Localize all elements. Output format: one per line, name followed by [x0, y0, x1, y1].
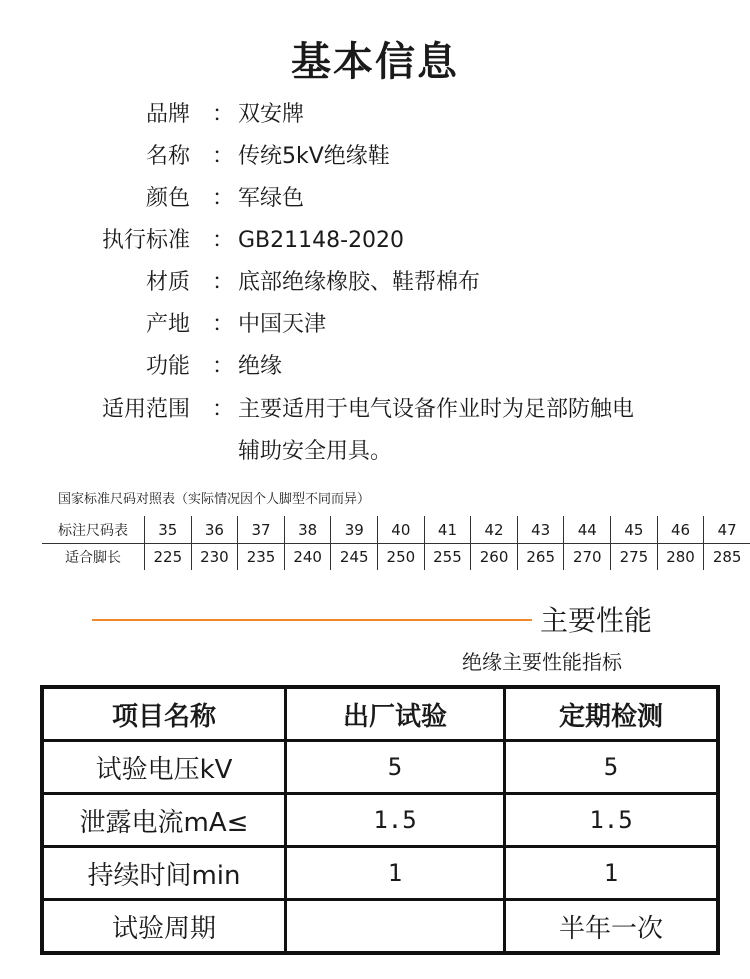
- periodic-value: 1: [505, 847, 719, 900]
- info-value: GB21148-2020: [238, 228, 405, 253]
- info-colon: ：: [212, 397, 235, 422]
- info-colon: ：: [212, 228, 235, 253]
- performance-header-row: [42, 687, 718, 741]
- info-row-origin: [0, 307, 750, 343]
- length-cell: 255: [424, 544, 471, 571]
- table-row: [42, 741, 718, 794]
- info-value: 传统5kV绝缘鞋: [238, 144, 390, 169]
- factory-value: 1: [286, 847, 505, 900]
- size-row-label: 标注尺码表: [42, 517, 145, 544]
- length-cell: 285: [704, 544, 750, 571]
- section-divider-line: [92, 619, 532, 621]
- row-label: 试验电压kV: [42, 741, 286, 794]
- size-cell: 44: [564, 517, 611, 544]
- length-row: [42, 544, 750, 571]
- size-cell: 46: [657, 517, 704, 544]
- info-value: 绝缘: [238, 354, 283, 379]
- performance-heading: 主要性能: [540, 604, 653, 637]
- info-value: 军绿色: [238, 186, 305, 211]
- info-colon: ：: [212, 102, 235, 127]
- header-item-name: 项目名称: [42, 687, 286, 741]
- info-colon: ：: [212, 354, 235, 379]
- size-cell: 35: [145, 517, 192, 544]
- header-factory-test: 出厂试验: [286, 687, 505, 741]
- size-cell: 43: [517, 517, 564, 544]
- info-key: 执行标准: [101, 228, 190, 253]
- info-row-function: [0, 349, 750, 385]
- length-cell: 240: [284, 544, 331, 571]
- length-cell: 225: [145, 544, 192, 571]
- info-row-color: [0, 181, 750, 217]
- length-cell: 230: [191, 544, 238, 571]
- info-value: 中国天津: [238, 312, 327, 337]
- info-key: 功能: [145, 354, 190, 379]
- info-value: 双安牌: [238, 102, 305, 127]
- info-colon: ：: [212, 186, 235, 211]
- row-label: 持续时间min: [42, 847, 286, 900]
- length-cell: 280: [657, 544, 704, 571]
- periodic-value: 5: [505, 741, 719, 794]
- table-row: [42, 794, 718, 847]
- info-key: 产地: [145, 312, 190, 337]
- info-key: 材质: [145, 270, 190, 295]
- size-cell: 41: [424, 517, 471, 544]
- size-cell: 39: [331, 517, 378, 544]
- size-cell: 37: [238, 517, 285, 544]
- length-cell: 275: [611, 544, 658, 571]
- performance-subheading: 绝缘主要性能指标: [462, 650, 622, 674]
- row-label: 试验周期: [42, 900, 286, 954]
- table-row: [42, 847, 718, 900]
- info-colon: ：: [212, 270, 235, 295]
- size-cell: 42: [471, 517, 518, 544]
- periodic-value: 半年一次: [505, 900, 719, 954]
- info-value: 底部绝缘橡胶、鞋帮棉布: [238, 270, 481, 295]
- size-row: [42, 517, 750, 544]
- info-row-scope: [0, 392, 750, 428]
- periodic-value: 1.5: [505, 794, 719, 847]
- length-cell: 250: [378, 544, 425, 571]
- info-value-continued: 辅助安全用具。: [238, 439, 393, 464]
- size-cell: 47: [704, 517, 750, 544]
- row-label: 泄露电流mA≤: [42, 794, 286, 847]
- length-cell: 270: [564, 544, 611, 571]
- info-key: 品牌: [145, 102, 190, 127]
- size-cell: 38: [284, 517, 331, 544]
- length-cell: 260: [471, 544, 518, 571]
- info-row-scope-cont: [0, 434, 750, 470]
- size-cell: 45: [611, 517, 658, 544]
- length-cell: 235: [238, 544, 285, 571]
- info-row-standard: [0, 223, 750, 259]
- info-row-name: [0, 139, 750, 175]
- info-key: 适用范围: [101, 397, 190, 422]
- info-value: 主要适用于电气设备作业时为足部防触电: [238, 397, 635, 422]
- factory-value: 1.5: [286, 794, 505, 847]
- info-colon: ：: [212, 144, 235, 169]
- info-key: 颜色: [145, 186, 190, 211]
- performance-table: [40, 685, 720, 955]
- table-row: [42, 900, 718, 954]
- header-periodic-check: 定期检测: [505, 687, 719, 741]
- size-table-caption: 国家标准尺码对照表（实际情况因个人脚型不同而异）: [58, 492, 371, 507]
- info-row-brand: [0, 97, 750, 133]
- info-key: 名称: [145, 144, 190, 169]
- factory-value: 5: [286, 741, 505, 794]
- length-cell: 265: [517, 544, 564, 571]
- size-cell: 40: [378, 517, 425, 544]
- size-chart-table: [42, 516, 750, 570]
- info-row-material: [0, 265, 750, 301]
- info-colon: ：: [212, 312, 235, 337]
- factory-value: [286, 900, 505, 954]
- page-title: 基本信息: [291, 39, 459, 85]
- length-cell: 245: [331, 544, 378, 571]
- length-row-label: 适合脚长: [65, 550, 121, 566]
- size-cell: 36: [191, 517, 238, 544]
